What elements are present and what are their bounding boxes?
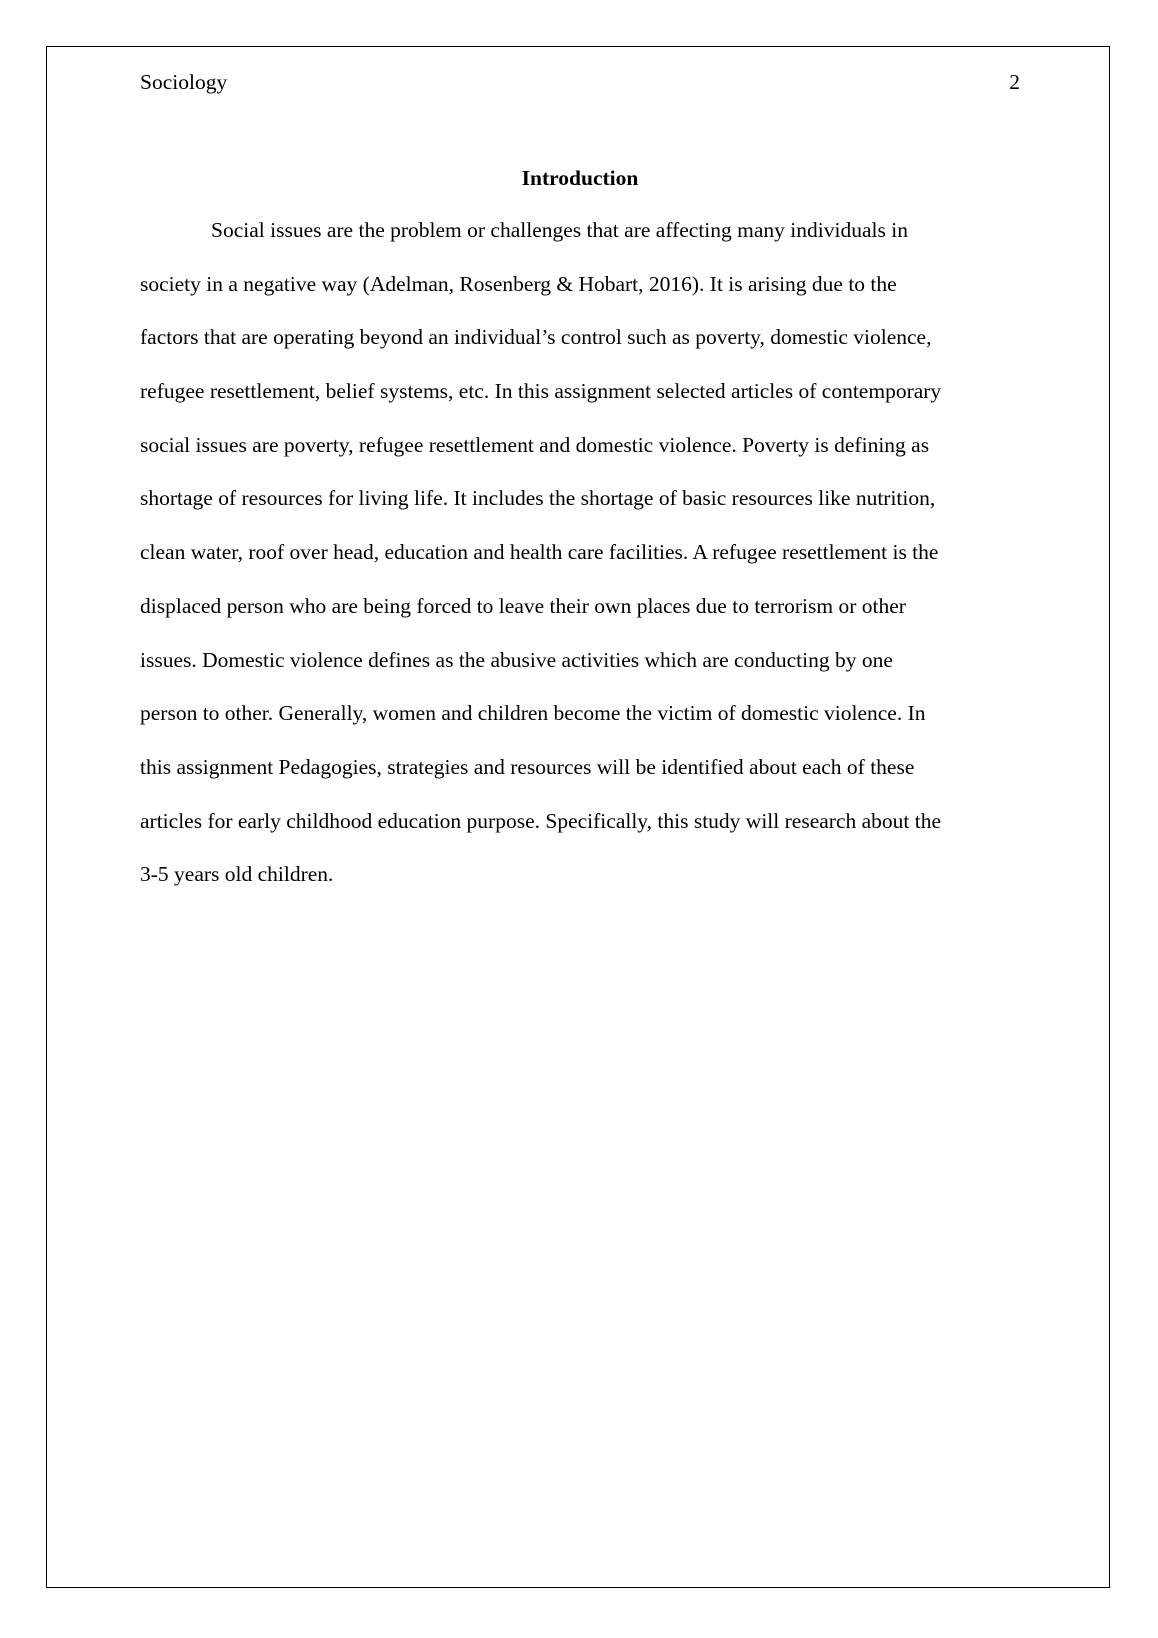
paragraph-line: 3-5 years old children.: [140, 862, 334, 887]
section-title: Introduction: [521, 166, 639, 190]
paragraph-line: Social issues are the problem or challenges that are affecting many individuals in: [211, 218, 908, 242]
paragraph-line: social issues are poverty, refugee resettlement and domestic violence. Poverty is defining as: [140, 432, 930, 457]
paragraph-line: person to other. Generally, women and children become the victim of domestic violence. In: [140, 701, 926, 726]
paragraph-line: refugee resettlement, belief systems, etc. In this assignment selected articles of contemporary: [140, 379, 942, 404]
paragraph-line: displaced person who are being forced to leave their own places due to terrorism or other: [140, 593, 906, 618]
paragraph-line: factors that are operating beyond an individual’s control such as poverty, domestic violence,: [140, 325, 932, 350]
introduction-paragraph: [140, 216, 1020, 914]
paragraph-line: society in a negative way (Adelman, Rosenberg & Hobart, 2016). It is arising due to the: [140, 271, 897, 296]
paragraph-line: articles for early childhood education purpose. Specifically, this study will research about the: [140, 808, 942, 833]
paragraph-line: this assignment Pedagogies, strategies and resources will be identified about each of these: [140, 754, 915, 779]
paragraph-line: issues. Domestic violence defines as the abusive activities which are conducting by one: [140, 647, 893, 672]
paragraph-line: shortage of resources for living life. It includes the shortage of basic resources like nutrition,: [140, 486, 936, 511]
paragraph-line: clean water, roof over head, education and health care facilities. A refugee resettlement is the: [140, 540, 939, 565]
running-head: Sociology: [140, 70, 228, 94]
page-number: 2: [1009, 70, 1020, 94]
